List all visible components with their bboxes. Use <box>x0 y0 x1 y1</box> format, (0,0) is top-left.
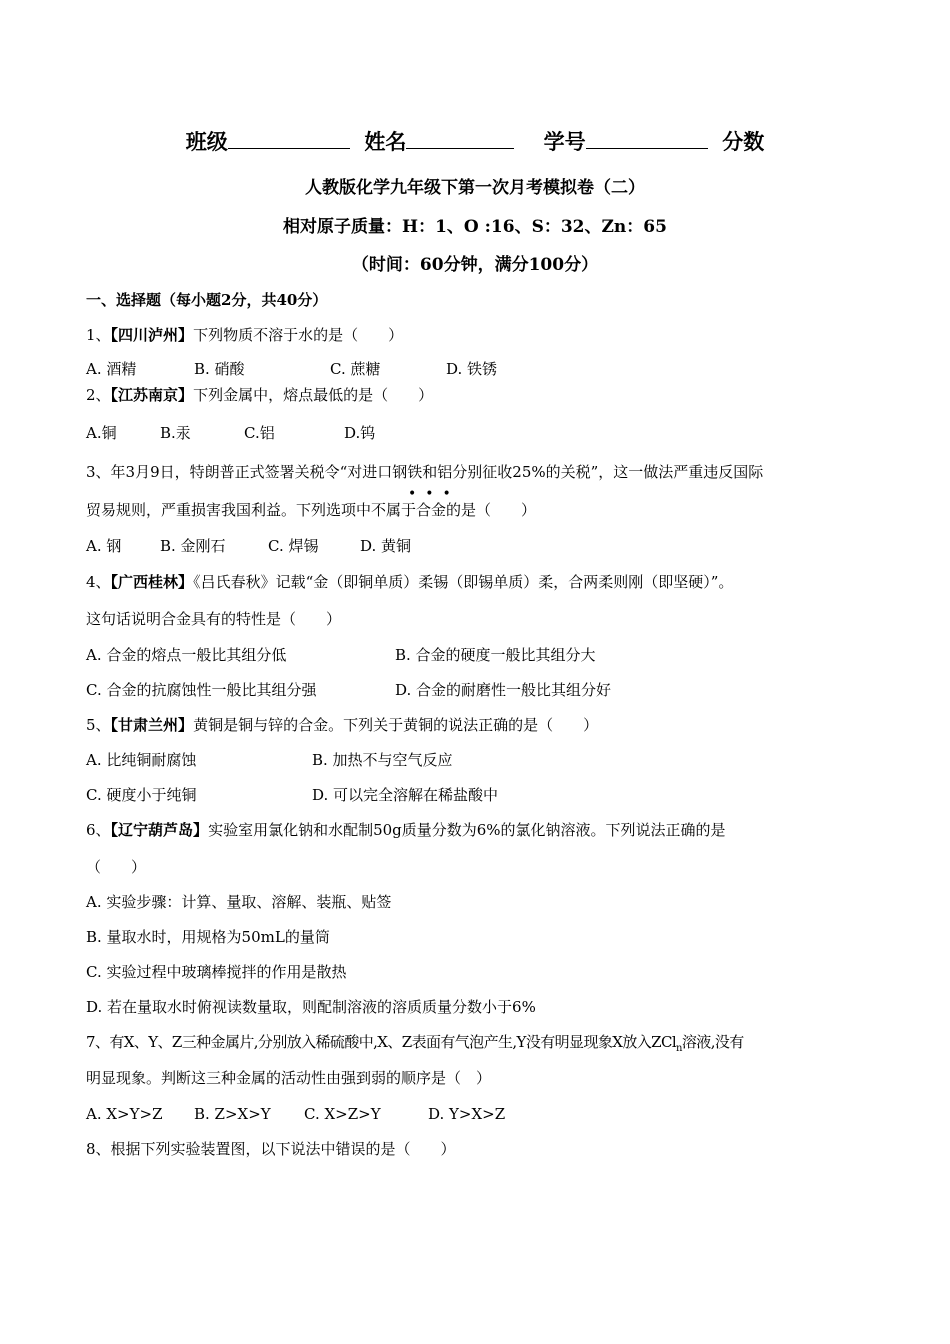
number-blank <box>586 126 708 149</box>
time-info: （时间：60分钟，满分100分） <box>351 255 599 275</box>
q5-option-c: C. 硬度小于纯铜 <box>86 786 197 804</box>
q7-option-a: A. X>Y>Z <box>86 1105 163 1123</box>
q2-option-a: A.铜 <box>86 424 117 442</box>
question-3-line-2: 贸易规则，严重损害我国利益。下列选项中不属于合金的是（ ） <box>86 501 537 519</box>
question-1 <box>86 325 403 345</box>
student-info-header <box>0 126 950 157</box>
question-3-line-1: 3、年3月9日，特朗普正式签署关税令“对进口钢铁和铝分别征收25%的关税”，这一做法严重违反国际 <box>86 463 764 481</box>
q1-source-tag: 【四川泸州】 <box>110 326 194 344</box>
q1-stem: 下列物质不溶于水的是（ ） <box>193 326 404 344</box>
q5-option-b: B. 加热不与空气反应 <box>312 751 453 769</box>
q7-options <box>86 1104 505 1124</box>
q5-options-row-1 <box>86 750 453 770</box>
number-label: 学号 <box>543 129 586 154</box>
q7-subscript: n <box>676 1043 682 1054</box>
question-7-line-1 <box>86 1032 744 1059</box>
q1-option-b: B. 硝酸 <box>194 360 245 378</box>
q5-option-d: D. 可以完全溶解在稀盐酸中 <box>312 786 499 804</box>
atomic-mass-info: 相对原子质量：H：1、O :16、S：32、Zn：65 <box>283 217 667 237</box>
q1-number: 1、 <box>86 326 111 344</box>
question-4-line-2: 这句话说明合金具有的特性是（ ） <box>86 610 342 628</box>
q6-stem: 实验室用氯化钠和水配制50g质量分数为6%的氯化钠溶液。下列说法正确的是 <box>208 821 726 839</box>
q4-option-c: C. 合金的抗腐蚀性一般比其组分强 <box>86 681 317 699</box>
q3-option-a: A. 钢 <box>86 537 122 555</box>
q3-option-b: B. 金刚石 <box>160 537 226 555</box>
q1-option-a: A. 酒精 <box>86 360 137 378</box>
q5-source-tag: 【甘肃兰州】 <box>110 716 194 734</box>
question-6-line-2: （ ） <box>86 858 147 876</box>
question-4 <box>86 572 733 592</box>
q4-option-b: B. 合金的硬度一般比其组分大 <box>395 646 596 664</box>
q7-text-a: 7、有X、Y、Z三种金属片,分别放入稀硫酸中,X、Z表面有气泡产生,Y没有明显现象X放入ZCl <box>86 1033 677 1051</box>
q6-option-b: B. 量取水时，用规格为50mL的量筒 <box>86 928 330 946</box>
q2-number: 2、 <box>86 386 111 404</box>
q4-option-a: A. 合金的熔点一般比其组分低 <box>86 646 287 664</box>
q3-option-d: D. 黄铜 <box>360 537 412 555</box>
q3-option-c: C. 焊锡 <box>268 537 319 555</box>
q5-options-row-2 <box>86 785 498 805</box>
q3-options <box>86 536 411 556</box>
question-5 <box>86 715 598 735</box>
q2-source-tag: 【江苏南京】 <box>110 386 194 404</box>
q4-number: 4、 <box>86 573 111 591</box>
question-2 <box>86 385 433 405</box>
section-heading: 一、选择题（每小题2分，共40分） <box>86 291 328 309</box>
q1-option-c: C. 蔗糖 <box>330 360 381 378</box>
q4-stem: 《吕氏春秋》记载“金（即铜单质）柔锡（即锡单质）柔，合两柔则刚（即坚硬）”。 <box>193 573 734 591</box>
q2-option-b: B.汞 <box>160 424 191 442</box>
q2-option-d: D.钨 <box>344 424 376 442</box>
q4-source-tag: 【广西桂林】 <box>110 573 194 591</box>
q7-option-b: B. Z>X>Y <box>194 1105 271 1123</box>
q6-source-tag: 【辽宁葫芦岛】 <box>110 821 209 839</box>
q6-option-a: A. 实验步骤：计算、量取、溶解、装瓶、贴签 <box>86 893 392 911</box>
name-blank <box>406 126 514 149</box>
score-label: 分数 <box>722 129 765 154</box>
emphasis-dots: ••• <box>408 486 460 502</box>
q6-number: 6、 <box>86 821 111 839</box>
question-7-line-2: 明显现象。判断这三种金属的活动性由强到弱的顺序是（ ） <box>86 1069 492 1087</box>
q2-option-c: C.铝 <box>244 424 275 442</box>
q5-stem: 黄铜是铜与锌的合金。下列关于黄铜的说法正确的是（ ） <box>193 716 599 734</box>
q4-options-row-1 <box>86 645 596 665</box>
q7-text-b: 溶液,没有 <box>681 1033 744 1051</box>
name-label: 姓名 <box>364 129 407 154</box>
class-blank <box>228 126 350 149</box>
q1-options <box>86 359 497 379</box>
q2-options <box>86 423 375 443</box>
q6-option-c: C. 实验过程中玻璃棒搅拌的作用是散热 <box>86 963 347 981</box>
q5-option-a: A. 比纯铜耐腐蚀 <box>86 751 197 769</box>
class-label: 班级 <box>185 129 228 154</box>
q4-options-row-2 <box>86 680 611 700</box>
question-6 <box>86 820 726 840</box>
q6-option-d: D. 若在量取水时俯视读数量取，则配制溶液的溶质质量分数小于6% <box>86 998 536 1016</box>
q5-number: 5、 <box>86 716 111 734</box>
q7-option-c: C. X>Z>Y <box>304 1105 381 1123</box>
q1-option-d: D. 铁锈 <box>446 360 498 378</box>
question-8: 8、根据下列实验装置图，以下说法中错误的是（ ） <box>86 1140 456 1158</box>
q2-stem: 下列金属中，熔点最低的是（ ） <box>193 386 434 404</box>
q4-option-d: D. 合金的耐磨性一般比其组分好 <box>395 681 612 699</box>
q7-option-d: D. Y>X>Z <box>428 1105 506 1123</box>
exam-title: 人教版化学九年级下第一次月考模拟卷（二） <box>305 178 645 198</box>
